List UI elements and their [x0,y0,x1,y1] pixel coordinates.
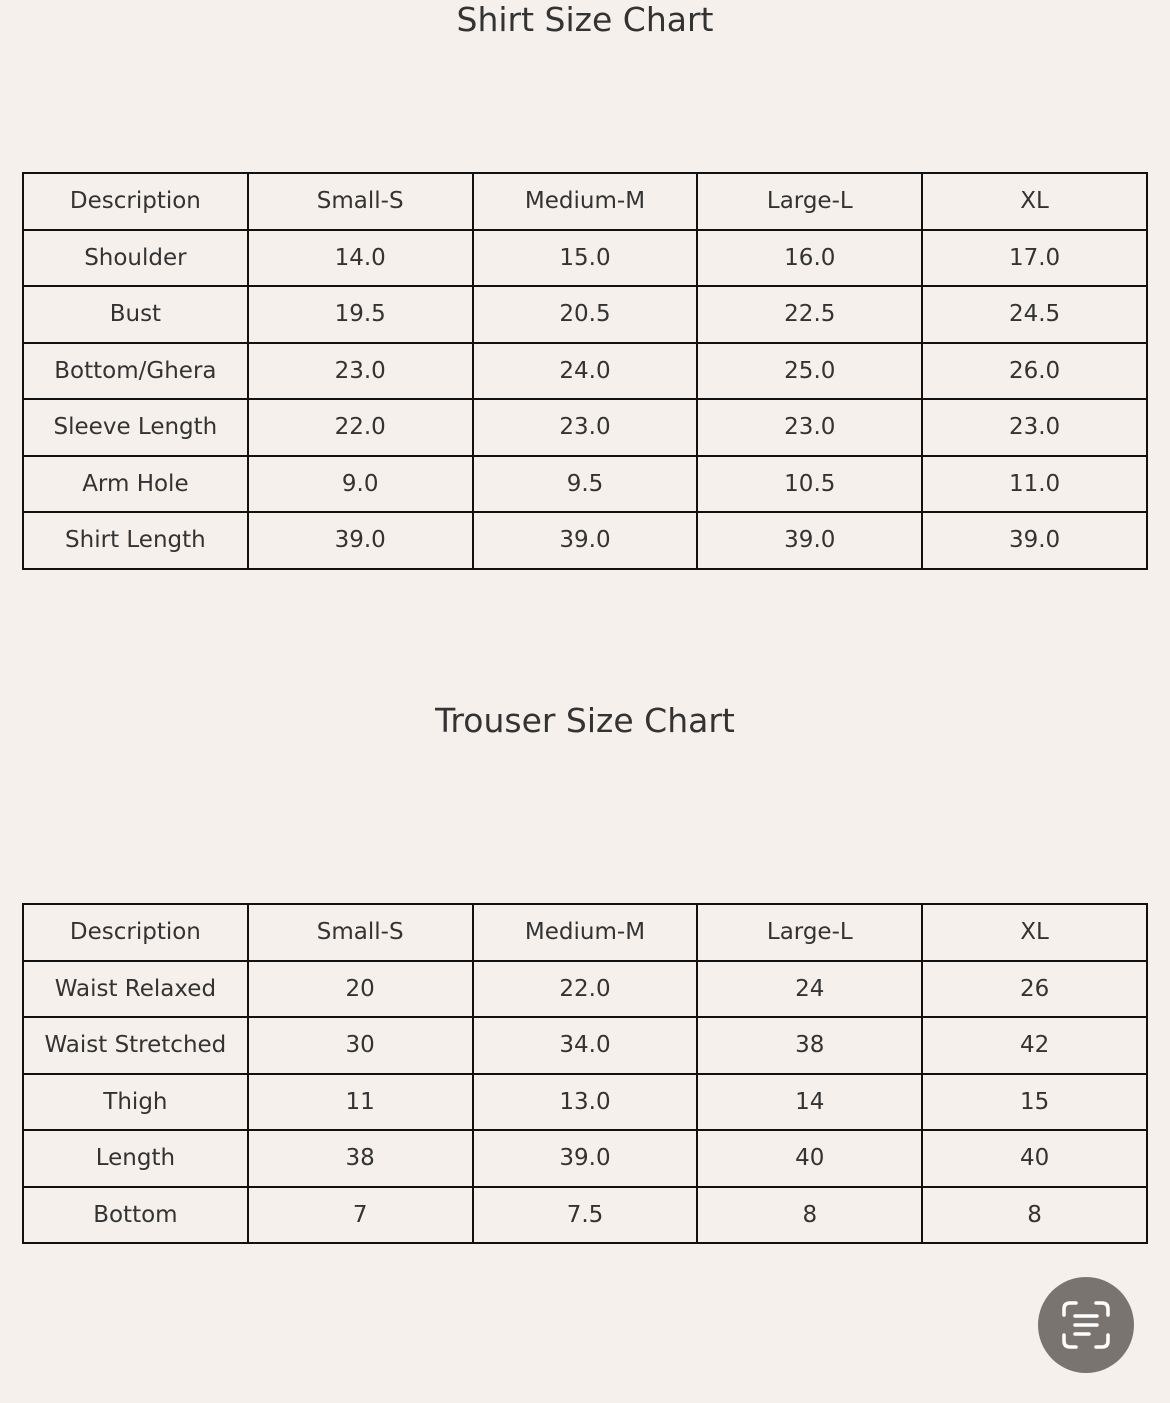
table-cell: 20 [248,961,473,1018]
shirt-size-table [22,172,1148,570]
table-cell: 14.0 [248,230,473,287]
table-row [23,456,1147,513]
table-cell: 7 [248,1187,473,1244]
column-header: Large-L [697,904,922,961]
table-cell: 39.0 [473,512,698,569]
live-text-scan-button[interactable] [1038,1277,1134,1373]
table-cell: 34.0 [473,1017,698,1074]
table-cell: 15 [922,1074,1147,1131]
column-header: Description [23,173,248,230]
shirt-size-chart-title: Shirt Size Chart [456,0,714,39]
column-header: Medium-M [473,173,698,230]
column-header: XL [922,904,1147,961]
table-header-row [23,173,1147,230]
row-label: Sleeve Length [23,399,248,456]
table-cell: 9.0 [248,456,473,513]
table-cell: 22.0 [248,399,473,456]
table-cell: 7.5 [473,1187,698,1244]
row-label: Waist Relaxed [23,961,248,1018]
table-cell: 17.0 [922,230,1147,287]
table-cell: 13.0 [473,1074,698,1131]
column-header: Small-S [248,904,473,961]
table-cell: 19.5 [248,286,473,343]
trouser-size-chart-title: Trouser Size Chart [435,701,735,740]
row-label: Shoulder [23,230,248,287]
row-label: Thigh [23,1074,248,1131]
row-label: Length [23,1130,248,1187]
table-cell: 24.0 [473,343,698,400]
table-cell: 8 [922,1187,1147,1244]
table-row [23,230,1147,287]
column-header: Medium-M [473,904,698,961]
table-cell: 11.0 [922,456,1147,513]
table-cell: 15.0 [473,230,698,287]
column-header: Small-S [248,173,473,230]
table-cell: 23.0 [697,399,922,456]
table-cell: 26.0 [922,343,1147,400]
column-header: XL [922,173,1147,230]
table-cell: 25.0 [697,343,922,400]
table-cell: 24.5 [922,286,1147,343]
table-cell: 42 [922,1017,1147,1074]
table-cell: 22.5 [697,286,922,343]
row-label: Waist Stretched [23,1017,248,1074]
table-cell: 26 [922,961,1147,1018]
table-cell: 24 [697,961,922,1018]
table-row [23,1074,1147,1131]
text-scan-icon [1060,1299,1112,1351]
table-cell: 10.5 [697,456,922,513]
table-cell: 39.0 [922,512,1147,569]
table-cell: 39.0 [473,1130,698,1187]
table-row [23,286,1147,343]
table-row [23,512,1147,569]
table-cell: 22.0 [473,961,698,1018]
table-cell: 40 [697,1130,922,1187]
column-header: Large-L [697,173,922,230]
table-row [23,399,1147,456]
table-cell: 11 [248,1074,473,1131]
table-row [23,961,1147,1018]
table-cell: 20.5 [473,286,698,343]
table-cell: 8 [697,1187,922,1244]
table-cell: 23.0 [248,343,473,400]
table-cell: 14 [697,1074,922,1131]
row-label: Bottom [23,1187,248,1244]
table-cell: 16.0 [697,230,922,287]
table-cell: 9.5 [473,456,698,513]
table-cell: 30 [248,1017,473,1074]
table-row [23,1130,1147,1187]
table-row [23,1187,1147,1244]
table-row [23,1017,1147,1074]
trouser-size-table [22,903,1148,1244]
table-header-row [23,904,1147,961]
table-cell: 38 [248,1130,473,1187]
column-header: Description [23,904,248,961]
table-cell: 38 [697,1017,922,1074]
row-label: Arm Hole [23,456,248,513]
table-cell: 40 [922,1130,1147,1187]
row-label: Shirt Length [23,512,248,569]
row-label: Bottom/Ghera [23,343,248,400]
table-row [23,343,1147,400]
table-cell: 39.0 [697,512,922,569]
row-label: Bust [23,286,248,343]
table-cell: 23.0 [922,399,1147,456]
table-cell: 39.0 [248,512,473,569]
table-cell: 23.0 [473,399,698,456]
